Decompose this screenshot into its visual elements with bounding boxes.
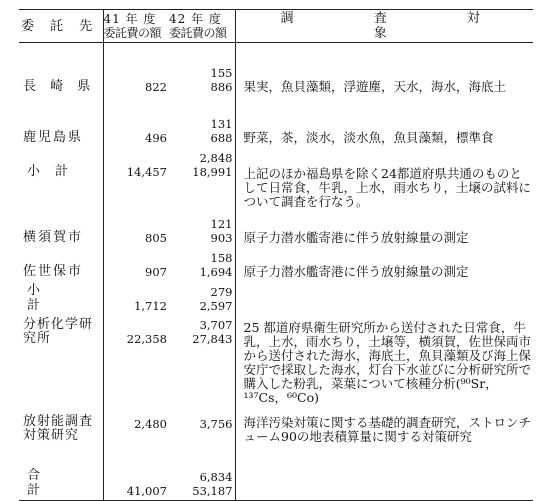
row-name: 放射能調査対策研究 — [23, 413, 94, 443]
table-row — [19, 211, 533, 247]
table-row — [19, 96, 533, 147]
header-fy41-top: 41 年 度 — [103, 12, 157, 26]
consignment-table — [19, 9, 533, 501]
row-fy42-upper: 155 — [210, 65, 233, 80]
row-name: 鹿児島県 — [23, 129, 84, 145]
row-fy42-upper: 279 — [210, 284, 233, 299]
row-fy42 — [169, 211, 235, 247]
row-fy41: 14,457 — [103, 147, 169, 211]
row-fy42-value: 1,694 — [199, 264, 233, 279]
row-fy42 — [169, 315, 235, 411]
row-fy42-upper: 121 — [210, 216, 233, 231]
row-name: 小 計 — [27, 282, 98, 313]
table-row — [19, 43, 533, 96]
row-fy42-value: 886 — [210, 79, 233, 94]
row-subject: 野菜，茶，淡水，淡水魚，魚貝藻類，標準食 — [235, 96, 533, 147]
row-name: 佐世保市 — [23, 263, 84, 279]
row-fy42-value: 27,843 — [192, 331, 233, 346]
row-name: 横須賀市 — [23, 229, 84, 245]
row-fy42-upper: 2,848 — [199, 150, 233, 165]
row-subject — [235, 281, 533, 315]
row-fy42 — [169, 411, 235, 463]
table-header — [19, 10, 533, 43]
row-subject: 果実，魚貝藻類，浮遊塵，天水，海水，海底土 — [235, 43, 533, 96]
table-row — [19, 463, 533, 501]
header-subject: 調 査 対 象 — [235, 10, 533, 43]
row-fy42-value: 688 — [210, 130, 233, 145]
table-row — [19, 147, 533, 211]
row-fy41: 2,480 — [103, 411, 169, 463]
row-fy42-value: 53,187 — [192, 484, 233, 498]
row-fy41: 496 — [103, 96, 169, 147]
row-subject: 上記のほか福島県を除く24都道府県共通のものとして日常食，牛乳，上水，雨水ちり，土壌の試料について調査を行なう。 — [235, 147, 533, 211]
header-fy42-bottom: 委託費の額 — [169, 26, 227, 40]
row-fy42 — [169, 281, 235, 315]
header-fy42 — [169, 10, 235, 43]
row-fy42-upper: 3,707 — [199, 317, 233, 332]
table-row — [19, 411, 533, 463]
table-row — [19, 281, 533, 315]
row-name: 小 計 — [27, 163, 70, 179]
row-fy42-value: 3,756 — [199, 416, 233, 431]
row-name: 合 計 — [19, 463, 103, 501]
row-fy42-upper: 158 — [210, 250, 233, 265]
row-fy41: 805 — [103, 211, 169, 247]
header-fy41 — [103, 10, 169, 43]
row-fy41: 907 — [103, 247, 169, 281]
row-fy42 — [169, 43, 235, 96]
row-subject: 25 都道府県衛生研究所から送付された日常食，牛乳，上水，雨水ちり，土壌等，横須賀，佐世保両市から送付された海水，海底土，魚貝藻類及び海上保安庁で採取した海水，灯台下水並びに分析研究所で購入した粉乳，菜葉について核種分析(⁹⁰Sr，¹³⁷Cs，⁶⁰Co) — [235, 315, 533, 411]
row-name: 分析化学研究所 — [23, 316, 94, 346]
row-subject: 原子力潜水艦寄港に伴う放射線量の測定 — [235, 247, 533, 281]
header-consignee: 委 託 先 — [19, 10, 103, 43]
row-fy41: 22,358 — [103, 315, 169, 411]
row-fy41: 41,007 — [103, 463, 169, 501]
row-fy42-value: 903 — [210, 230, 233, 245]
table-row — [19, 247, 533, 281]
row-subject: 海洋汚染対策に関する基礎的調査研究，ストロンチューム90の地表積算量に関する対策研究 — [235, 411, 533, 463]
row-fy42 — [169, 96, 235, 147]
row-fy42 — [169, 247, 235, 281]
row-fy42-upper: 131 — [210, 116, 233, 131]
row-fy42 — [169, 147, 235, 211]
row-name: 長 崎 県 — [23, 78, 96, 94]
row-fy41: 822 — [103, 43, 169, 96]
table-row — [19, 315, 533, 411]
row-fy42-value: 2,597 — [199, 298, 233, 313]
row-fy42 — [169, 463, 235, 501]
header-fy41-bottom: 委託費の額 — [103, 26, 162, 40]
row-fy42-upper: 6,834 — [199, 470, 233, 484]
row-fy42-value: 18,991 — [192, 164, 233, 179]
row-subject — [235, 463, 533, 501]
row-subject: 原子力潜水艦寄港に伴う放射線量の測定 — [235, 211, 533, 247]
header-fy42-top: 42 年 度 — [169, 12, 222, 26]
row-fy41: 1,712 — [103, 281, 169, 315]
